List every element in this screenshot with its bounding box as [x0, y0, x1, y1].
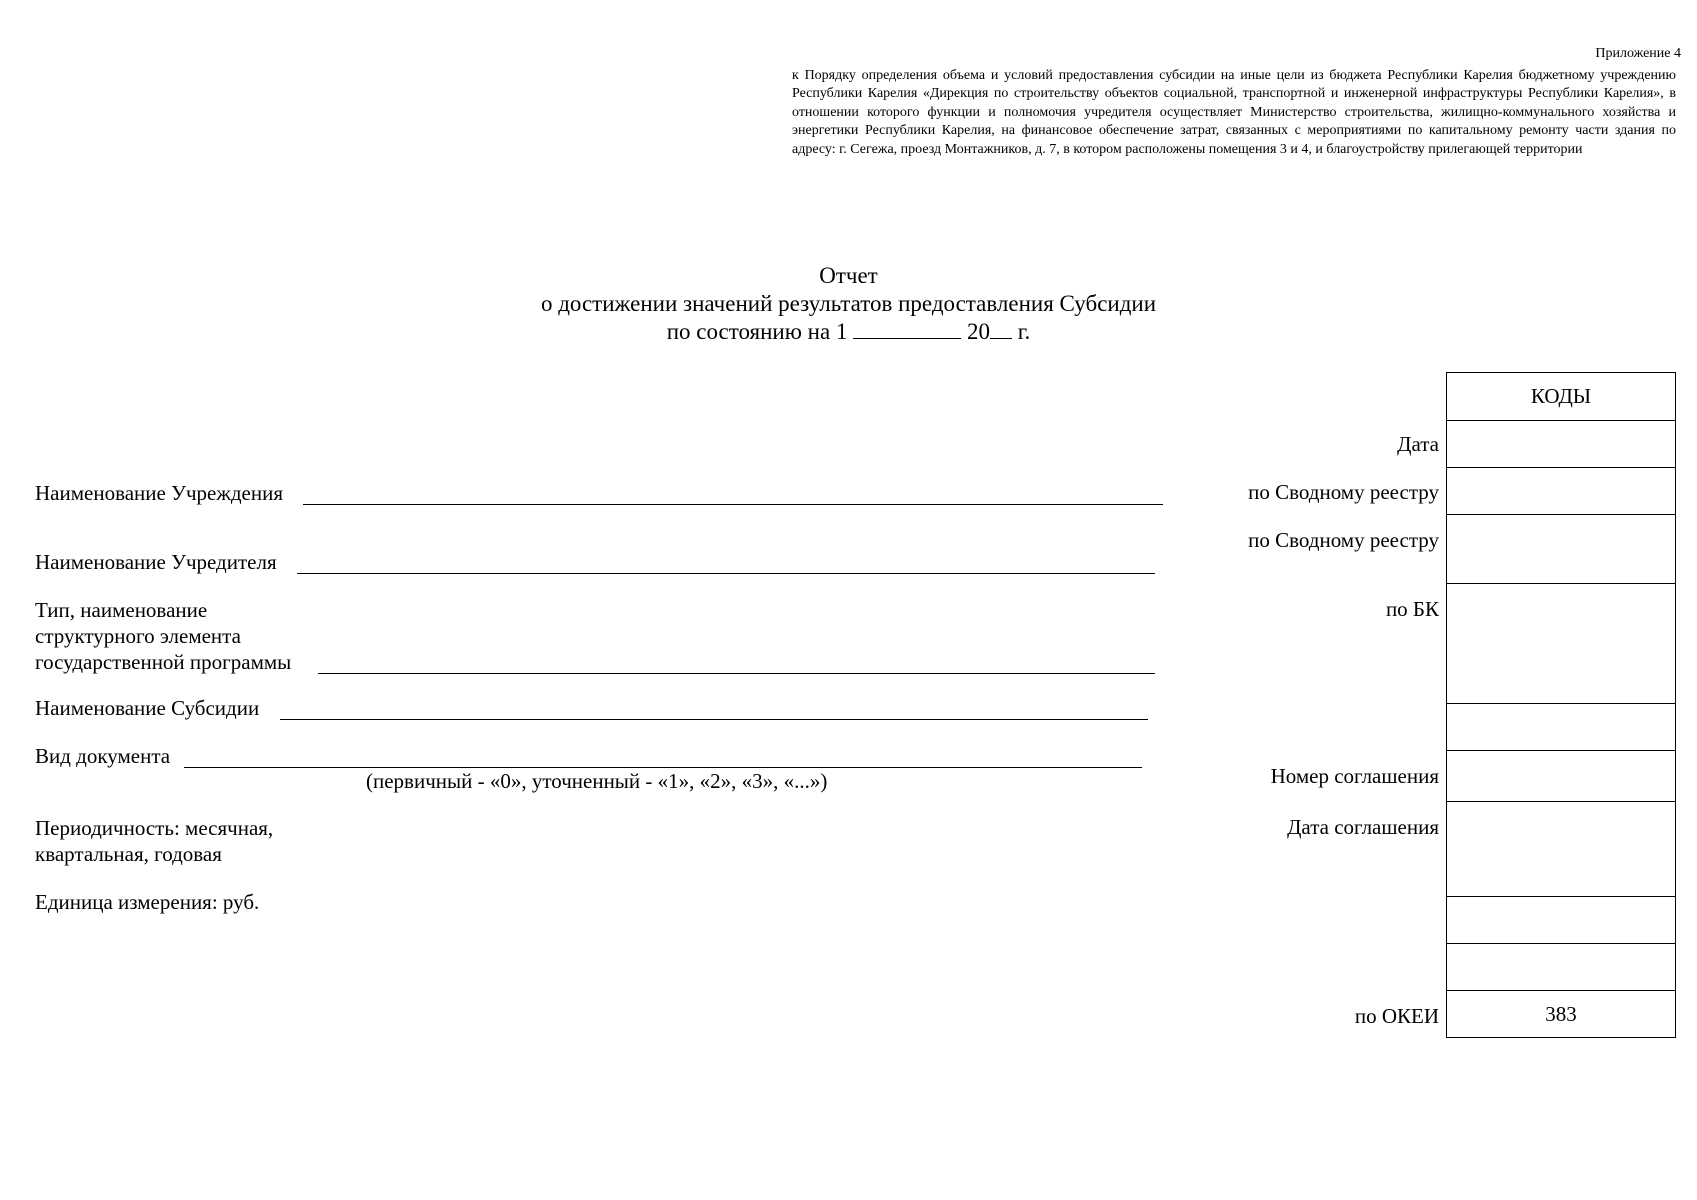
program-input-line[interactable] — [318, 673, 1155, 674]
agreement-number-cell[interactable] — [1447, 751, 1676, 802]
agreement-number-label: Номер соглашения — [1270, 764, 1439, 788]
agreement-date-cell[interactable] — [1447, 802, 1676, 897]
institution-input-line[interactable] — [303, 504, 1163, 505]
extra-cell-2[interactable] — [1447, 897, 1676, 944]
bk-label: по БК — [1385, 597, 1439, 621]
report-title-line2: о достижении значений результатов предоставления Субсидии — [540, 291, 1157, 316]
okei-label: по ОКЕИ — [1354, 1004, 1439, 1028]
doc-type-input-line[interactable] — [184, 767, 1142, 768]
extra-cell-1[interactable] — [1447, 704, 1676, 751]
registry1-cell[interactable] — [1447, 468, 1676, 515]
report-year-blank[interactable] — [990, 318, 1012, 339]
unit-label: Единица измерения: руб. — [35, 890, 260, 914]
report-year-prefix: 20 — [966, 319, 990, 344]
codes-header: КОДЫ — [1447, 373, 1676, 421]
date-label: Дата — [1397, 432, 1439, 456]
subsidy-label: Наименование Субсидии — [35, 696, 260, 720]
doc-type-note: (первичный - «0», уточненный - «1», «2», «3», «...») — [366, 769, 828, 793]
periodicity-label-line2: квартальная, годовая — [35, 842, 222, 866]
okei-cell: 383 — [1447, 991, 1676, 1038]
founder-label: Наименование Учредителя — [35, 550, 277, 574]
registry2-cell[interactable] — [1447, 515, 1676, 584]
date-cell[interactable] — [1447, 421, 1676, 468]
report-year-suffix: г. — [1017, 319, 1031, 344]
report-title — [0, 262, 1697, 346]
registry2-label: по Сводному реестру — [1248, 528, 1439, 552]
founder-input-line[interactable] — [297, 573, 1155, 574]
bk-cell[interactable] — [1447, 584, 1676, 704]
report-date-prefix: по состоянию на 1 — [666, 319, 848, 344]
codes-table — [1446, 372, 1676, 1038]
periodicity-label-line1: Периодичность: месячная, — [35, 816, 274, 840]
program-label-line2: структурного элемента — [35, 624, 241, 648]
program-label-line3: государственной программы — [35, 650, 292, 674]
extra-cell-3[interactable] — [1447, 944, 1676, 991]
report-month-blank[interactable] — [853, 318, 961, 339]
agreement-date-label: Дата соглашения — [1287, 815, 1439, 839]
subsidy-input-line[interactable] — [280, 719, 1148, 720]
registry1-label: по Сводному реестру — [1248, 480, 1439, 504]
institution-label: Наименование Учреждения — [35, 481, 283, 505]
program-label-line1: Тип, наименование — [35, 598, 208, 622]
doc-type-label: Вид документа — [35, 744, 171, 768]
report-title-line1: Отчет — [819, 263, 878, 288]
report-title-line3 — [0, 318, 1697, 346]
annex-text: к Порядку определения объема и условий предоставления субсидии на иные цели из бюджета Республики Карелия бюджетному учреждению Республики Карелия «Дирекция по строительству объектов социальной, транспортной и инженерной инфраструктуры Республики Карелия», в отношении которого функции и полномочия учредителя осуществляет Министерство строительства, жилищно-коммунального хозяйства и энергетики Республики Карелия, на финансовое обеспечение затрат, связанных с мероприятиями по капитальному ремонту части здания по адресу: г. Сегежа, проезд Монтажников, д. 7, в котором расположены помещения 3 и 4, и благоустройству прилегающей территории — [792, 68, 1676, 157]
annex-title: Приложение 4 — [1595, 46, 1681, 61]
